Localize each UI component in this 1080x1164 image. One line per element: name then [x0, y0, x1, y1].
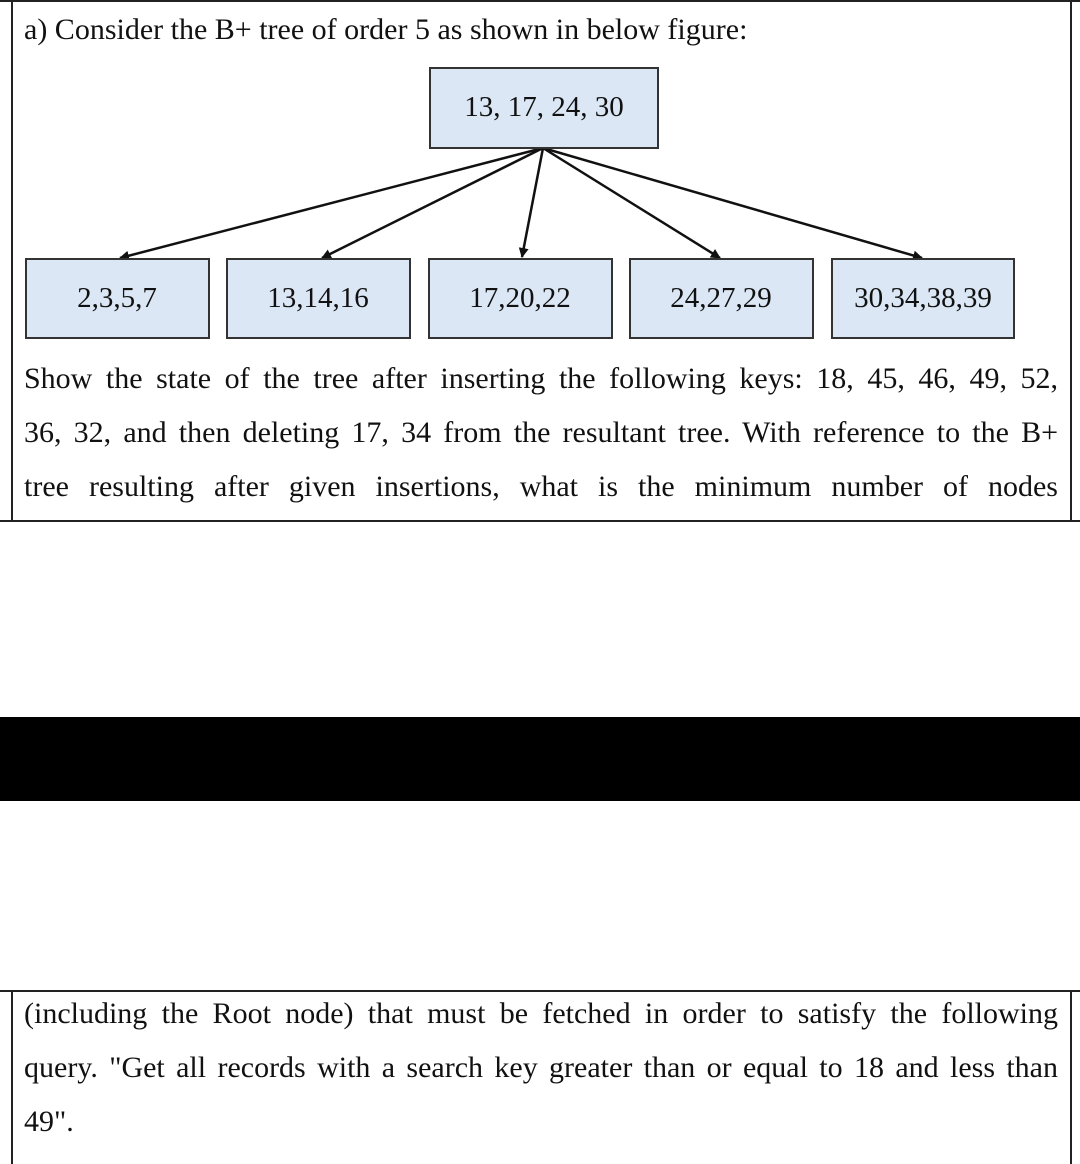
table-border-left [11, 992, 13, 1164]
question-text-line: Show the state of the tree after inserting the following keys: 18, 45, 46, 49, 52, [24, 362, 1058, 395]
question-text-line: 49". [24, 1105, 74, 1138]
bplus-tree-diagram [0, 2, 1080, 352]
edge-root-leaf-2 [322, 148, 543, 258]
question-text-line: (including the Root node) that must be fetched in order to satisfy the following [24, 997, 1058, 1030]
edge-root-leaf-1 [120, 148, 543, 258]
question-panel-bottom [0, 990, 1080, 1162]
edge-root-leaf-3 [522, 148, 543, 257]
edge-root-leaf-4 [543, 148, 720, 258]
tree-edges [120, 148, 922, 258]
root-node-keys: 13, 17, 24, 30 [464, 91, 624, 123]
question-text-line: query. "Get all records with a search key greater than or equal to 18 and less than [24, 1051, 1058, 1084]
question-panel-top [0, 0, 1080, 522]
redaction-bar [0, 717, 1080, 801]
leaf-node-4 [630, 259, 813, 338]
leaf-node-keys: 13,14,16 [267, 282, 369, 314]
leaf-node-keys: 24,27,29 [670, 282, 772, 314]
leaf-node-2 [227, 259, 410, 338]
question-text-line: tree resulting after given insertions, what is the minimum number of nodes [24, 470, 1058, 503]
question-text-bottom [24, 987, 1058, 1149]
leaf-node-1 [26, 259, 209, 338]
question-text-line: 36, 32, and then deleting 17, 34 from the resultant tree. With reference to the B+ [24, 416, 1058, 449]
root-node [430, 68, 658, 148]
leaf-node-keys: 17,20,22 [469, 282, 571, 314]
question-intro: a) Consider the B+ tree of order 5 as shown in below figure: [24, 13, 748, 46]
leaf-node-5 [832, 259, 1014, 338]
leaf-node-keys: 2,3,5,7 [77, 282, 157, 314]
table-border-right [1070, 992, 1072, 1164]
leaf-node-3 [429, 259, 612, 338]
question-text-top [24, 352, 1058, 514]
edge-root-leaf-5 [543, 148, 922, 258]
leaf-node-keys: 30,34,38,39 [854, 282, 992, 314]
